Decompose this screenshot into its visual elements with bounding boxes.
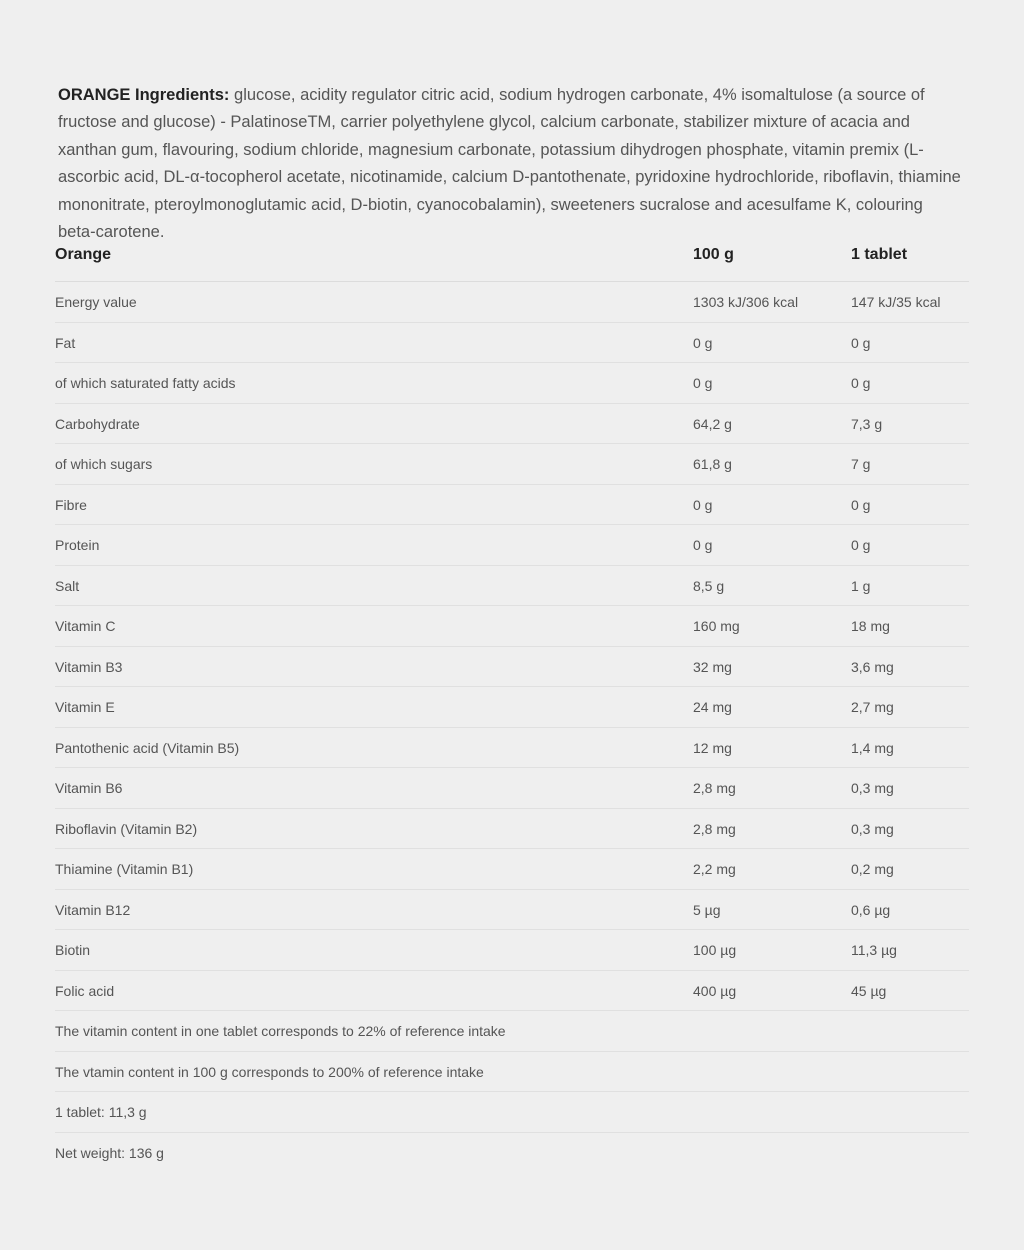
nutrient-name: Biotin	[55, 930, 693, 971]
nutrient-name: Fat	[55, 322, 693, 363]
table-note: The vtamin content in 100 g corresponds to 200% of reference intake	[55, 1051, 969, 1092]
table-row	[55, 970, 969, 1011]
value-per-tablet: 0,3 mg	[851, 768, 969, 809]
nutrient-name: Folic acid	[55, 970, 693, 1011]
nutrient-name: Vitamin C	[55, 606, 693, 647]
value-per-tablet: 0,3 mg	[851, 808, 969, 849]
value-per-100g: 0 g	[693, 525, 851, 566]
value-per-100g: 64,2 g	[693, 403, 851, 444]
nutrient-name: Fibre	[55, 484, 693, 525]
value-per-100g: 400 µg	[693, 970, 851, 1011]
value-per-tablet: 7,3 g	[851, 403, 969, 444]
value-per-tablet: 0 g	[851, 484, 969, 525]
value-per-100g: 61,8 g	[693, 444, 851, 485]
value-per-100g: 2,8 mg	[693, 808, 851, 849]
value-per-100g: 8,5 g	[693, 565, 851, 606]
table-row	[55, 889, 969, 930]
nutrient-name: Thiamine (Vitamin B1)	[55, 849, 693, 890]
ingredients-text: glucose, acidity regulator citric acid, sodium hydrogen carbonate, 4% isomaltulose (a source of fructose and glucose) - PalatinoseTM, carrier polyethylene glycol, calcium carbonate, stabilizer mixture of acacia and xanthan gum, flavouring, sodium chloride, magnesium carbonate, potassium dihydrogen phosphate, vitamin premix (L-ascorbic acid, DL-α-tocopherol acetate, nicotinamide, calcium D-pantothenate, pyridoxine hydrochloride, riboflavin, thiamine mononitrate, pteroylmonoglutamic acid, D-biotin, cyanocobalamin), sweeteners sucralose and acesulfame K, colouring beta-carotene.	[58, 86, 961, 242]
table-note: The vitamin content in one tablet corresponds to 22% of reference intake	[55, 1011, 969, 1052]
value-per-tablet: 7 g	[851, 444, 969, 485]
ingredients-label: ORANGE Ingredients:	[58, 86, 230, 104]
value-per-tablet: 11,3 µg	[851, 930, 969, 971]
table-row	[55, 808, 969, 849]
nutrient-name: Vitamin B3	[55, 646, 693, 687]
value-per-tablet: 1,4 mg	[851, 727, 969, 768]
value-per-tablet: 0 g	[851, 525, 969, 566]
value-per-100g: 24 mg	[693, 687, 851, 728]
table-note: 1 tablet: 11,3 g	[55, 1092, 969, 1133]
value-per-100g: 2,2 mg	[693, 849, 851, 890]
table-row	[55, 849, 969, 890]
table-note-row	[55, 1011, 969, 1052]
ingredients-paragraph	[58, 82, 964, 246]
nutrient-name: Vitamin B6	[55, 768, 693, 809]
value-per-100g: 2,8 mg	[693, 768, 851, 809]
header-per-tablet: 1 tablet	[851, 246, 969, 282]
table-row	[55, 565, 969, 606]
nutrient-name: of which sugars	[55, 444, 693, 485]
value-per-tablet: 3,6 mg	[851, 646, 969, 687]
value-per-tablet: 45 µg	[851, 970, 969, 1011]
value-per-100g: 0 g	[693, 484, 851, 525]
table-row	[55, 484, 969, 525]
table-row	[55, 646, 969, 687]
table-note-row	[55, 1132, 969, 1172]
product-info	[56, 82, 968, 1172]
nutrient-name: Pantothenic acid (Vitamin B5)	[55, 727, 693, 768]
table-row	[55, 687, 969, 728]
table-row	[55, 930, 969, 971]
table-row	[55, 363, 969, 404]
value-per-100g: 1303 kJ/306 kcal	[693, 282, 851, 323]
table-row	[55, 444, 969, 485]
table-note: Net weight: 136 g	[55, 1144, 164, 1161]
value-per-tablet: 147 kJ/35 kcal	[851, 282, 969, 323]
value-per-tablet: 0,6 µg	[851, 889, 969, 930]
value-per-tablet: 1 g	[851, 565, 969, 606]
value-per-100g: 100 µg	[693, 930, 851, 971]
header-product: Orange	[55, 246, 693, 282]
value-per-tablet: 2,7 mg	[851, 687, 969, 728]
value-per-100g: 5 µg	[693, 889, 851, 930]
header-per-100g: 100 g	[693, 246, 851, 282]
nutrition-table	[55, 246, 969, 1172]
value-per-100g: 0 g	[693, 363, 851, 404]
table-row	[55, 525, 969, 566]
nutrient-name: Salt	[55, 565, 693, 606]
value-per-tablet: 0 g	[851, 363, 969, 404]
table-note-row	[55, 1092, 969, 1133]
table-row	[55, 606, 969, 647]
table-note-row	[55, 1051, 969, 1092]
nutrition-table-body	[55, 282, 969, 1173]
table-row	[55, 403, 969, 444]
table-header-row	[55, 246, 969, 282]
table-row	[55, 322, 969, 363]
value-per-100g: 0 g	[693, 322, 851, 363]
nutrient-name: Riboflavin (Vitamin B2)	[55, 808, 693, 849]
nutrient-name: Vitamin B12	[55, 889, 693, 930]
table-row	[55, 282, 969, 323]
nutrient-name: Vitamin E	[55, 687, 693, 728]
nutrient-name: Carbohydrate	[55, 403, 693, 444]
value-per-tablet: 0,2 mg	[851, 849, 969, 890]
table-row	[55, 768, 969, 809]
value-per-100g: 12 mg	[693, 727, 851, 768]
table-row	[55, 727, 969, 768]
value-per-tablet: 0 g	[851, 322, 969, 363]
value-per-100g: 32 mg	[693, 646, 851, 687]
value-per-tablet: 18 mg	[851, 606, 969, 647]
nutrient-name: Protein	[55, 525, 693, 566]
nutrient-name: Energy value	[55, 282, 693, 323]
nutrient-name: of which saturated fatty acids	[55, 363, 693, 404]
value-per-100g: 160 mg	[693, 606, 851, 647]
